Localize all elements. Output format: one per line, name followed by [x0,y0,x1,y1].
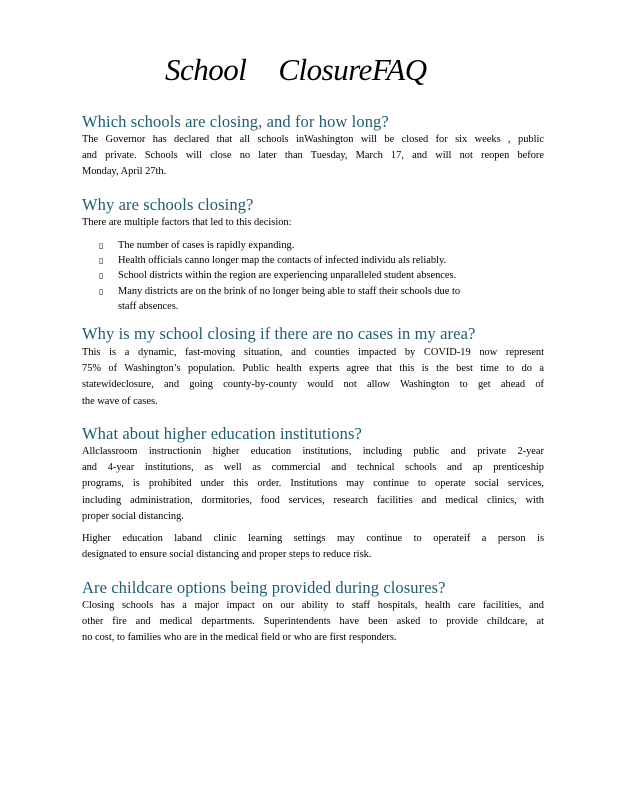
section-body-no-cases [82,345,544,410]
section-body-higher-education [82,444,544,525]
text-line: Closing schools has a major impact on our ability to staff hospitals, health care facilities, and [82,600,544,611]
bullet-icon: ▯ [99,241,104,250]
text-line: other fire and medical departments. Superintendents have been asked to provide childcare, at [82,616,544,628]
text-line: There are multiple factors that led to this decision: [82,217,292,228]
section-heading-no-cases: Why is my school closing if there are no cases in my area? [82,324,476,343]
text-line: the wave of cases. [82,395,158,407]
factors-list [82,238,544,314]
text-line: including administration, dormitories, food services, research facilities and medical clinics, with [82,494,544,506]
list-item [82,253,544,268]
bullet-icon: ▯ [99,286,104,296]
section-heading-higher-education: What about higher education institutions? [82,424,362,443]
text-line: 75% of Washington’s population. Public health experts agree that this is the best time to do a [82,363,544,375]
title-word-school: School [165,52,247,87]
list-item-text: Health officials canno longer map the contacts of infected individu als reliably. [118,255,447,267]
section-heading-why-closing: Why are schools closing? [82,195,254,214]
section-body-higher-education-labs [82,531,544,563]
text-line: proper social distancing. [82,510,184,522]
section-heading-childcare: Are childcare options being provided during closures? [82,578,446,597]
section-body-childcare [82,598,544,647]
list-item-text: School districts within the region are experiencing unparalleled student absences. [118,270,457,282]
text-line: programs, is prohibited under this order. Institutions may continue to operate social services, [82,478,544,490]
section-heading-which-schools: Which schools are closing, and for how long? [82,112,389,131]
page-title [165,52,427,88]
text-line: Higher education laband clinic learning settings may continue to operateif a person is [82,533,544,544]
text-line: statewideclosure, and going county-by-county would not allow Washington to get ahead of [82,379,544,391]
text-line: This is a dynamic, fast-moving situation, and counties impacted by COVID-19 now represent [82,347,544,358]
text-line: designated to ensure social distancing and proper steps to reduce risk. [82,549,372,561]
text-line: Monday, April 27th. [82,166,167,178]
text-line: no cost, to families who are in the medical field or who are first responders. [82,632,397,644]
list-item-text: Many districts are on the brink of no longer being able to staff their schools due to [118,285,461,297]
text-line: and 4-year institutions, as well as commercial and technical schools and ap prenticeship [82,462,544,474]
text-line: and private. Schools will close no later than Tuesday, March 17, and will not reopen before [82,150,544,162]
list-item [82,238,544,253]
title-word-closurefaq: ClosureFAQ [278,52,427,87]
section-body-which-schools [82,132,544,181]
list-item-text: The number of cases is rapidly expanding. [118,240,295,251]
list-item [82,268,544,283]
section-intro-why-closing [82,215,544,231]
bullet-icon: ▯ [99,256,104,266]
text-line: Allclassroom instructionin higher education institutions, including public and private 2-year [82,446,544,457]
text-line: The Governor has declared that all schools inWashington will be closed for six weeks , public [82,134,544,145]
list-item-text: staff absences. [118,300,179,312]
list-item [82,284,544,314]
bullet-icon: ▯ [99,271,104,281]
